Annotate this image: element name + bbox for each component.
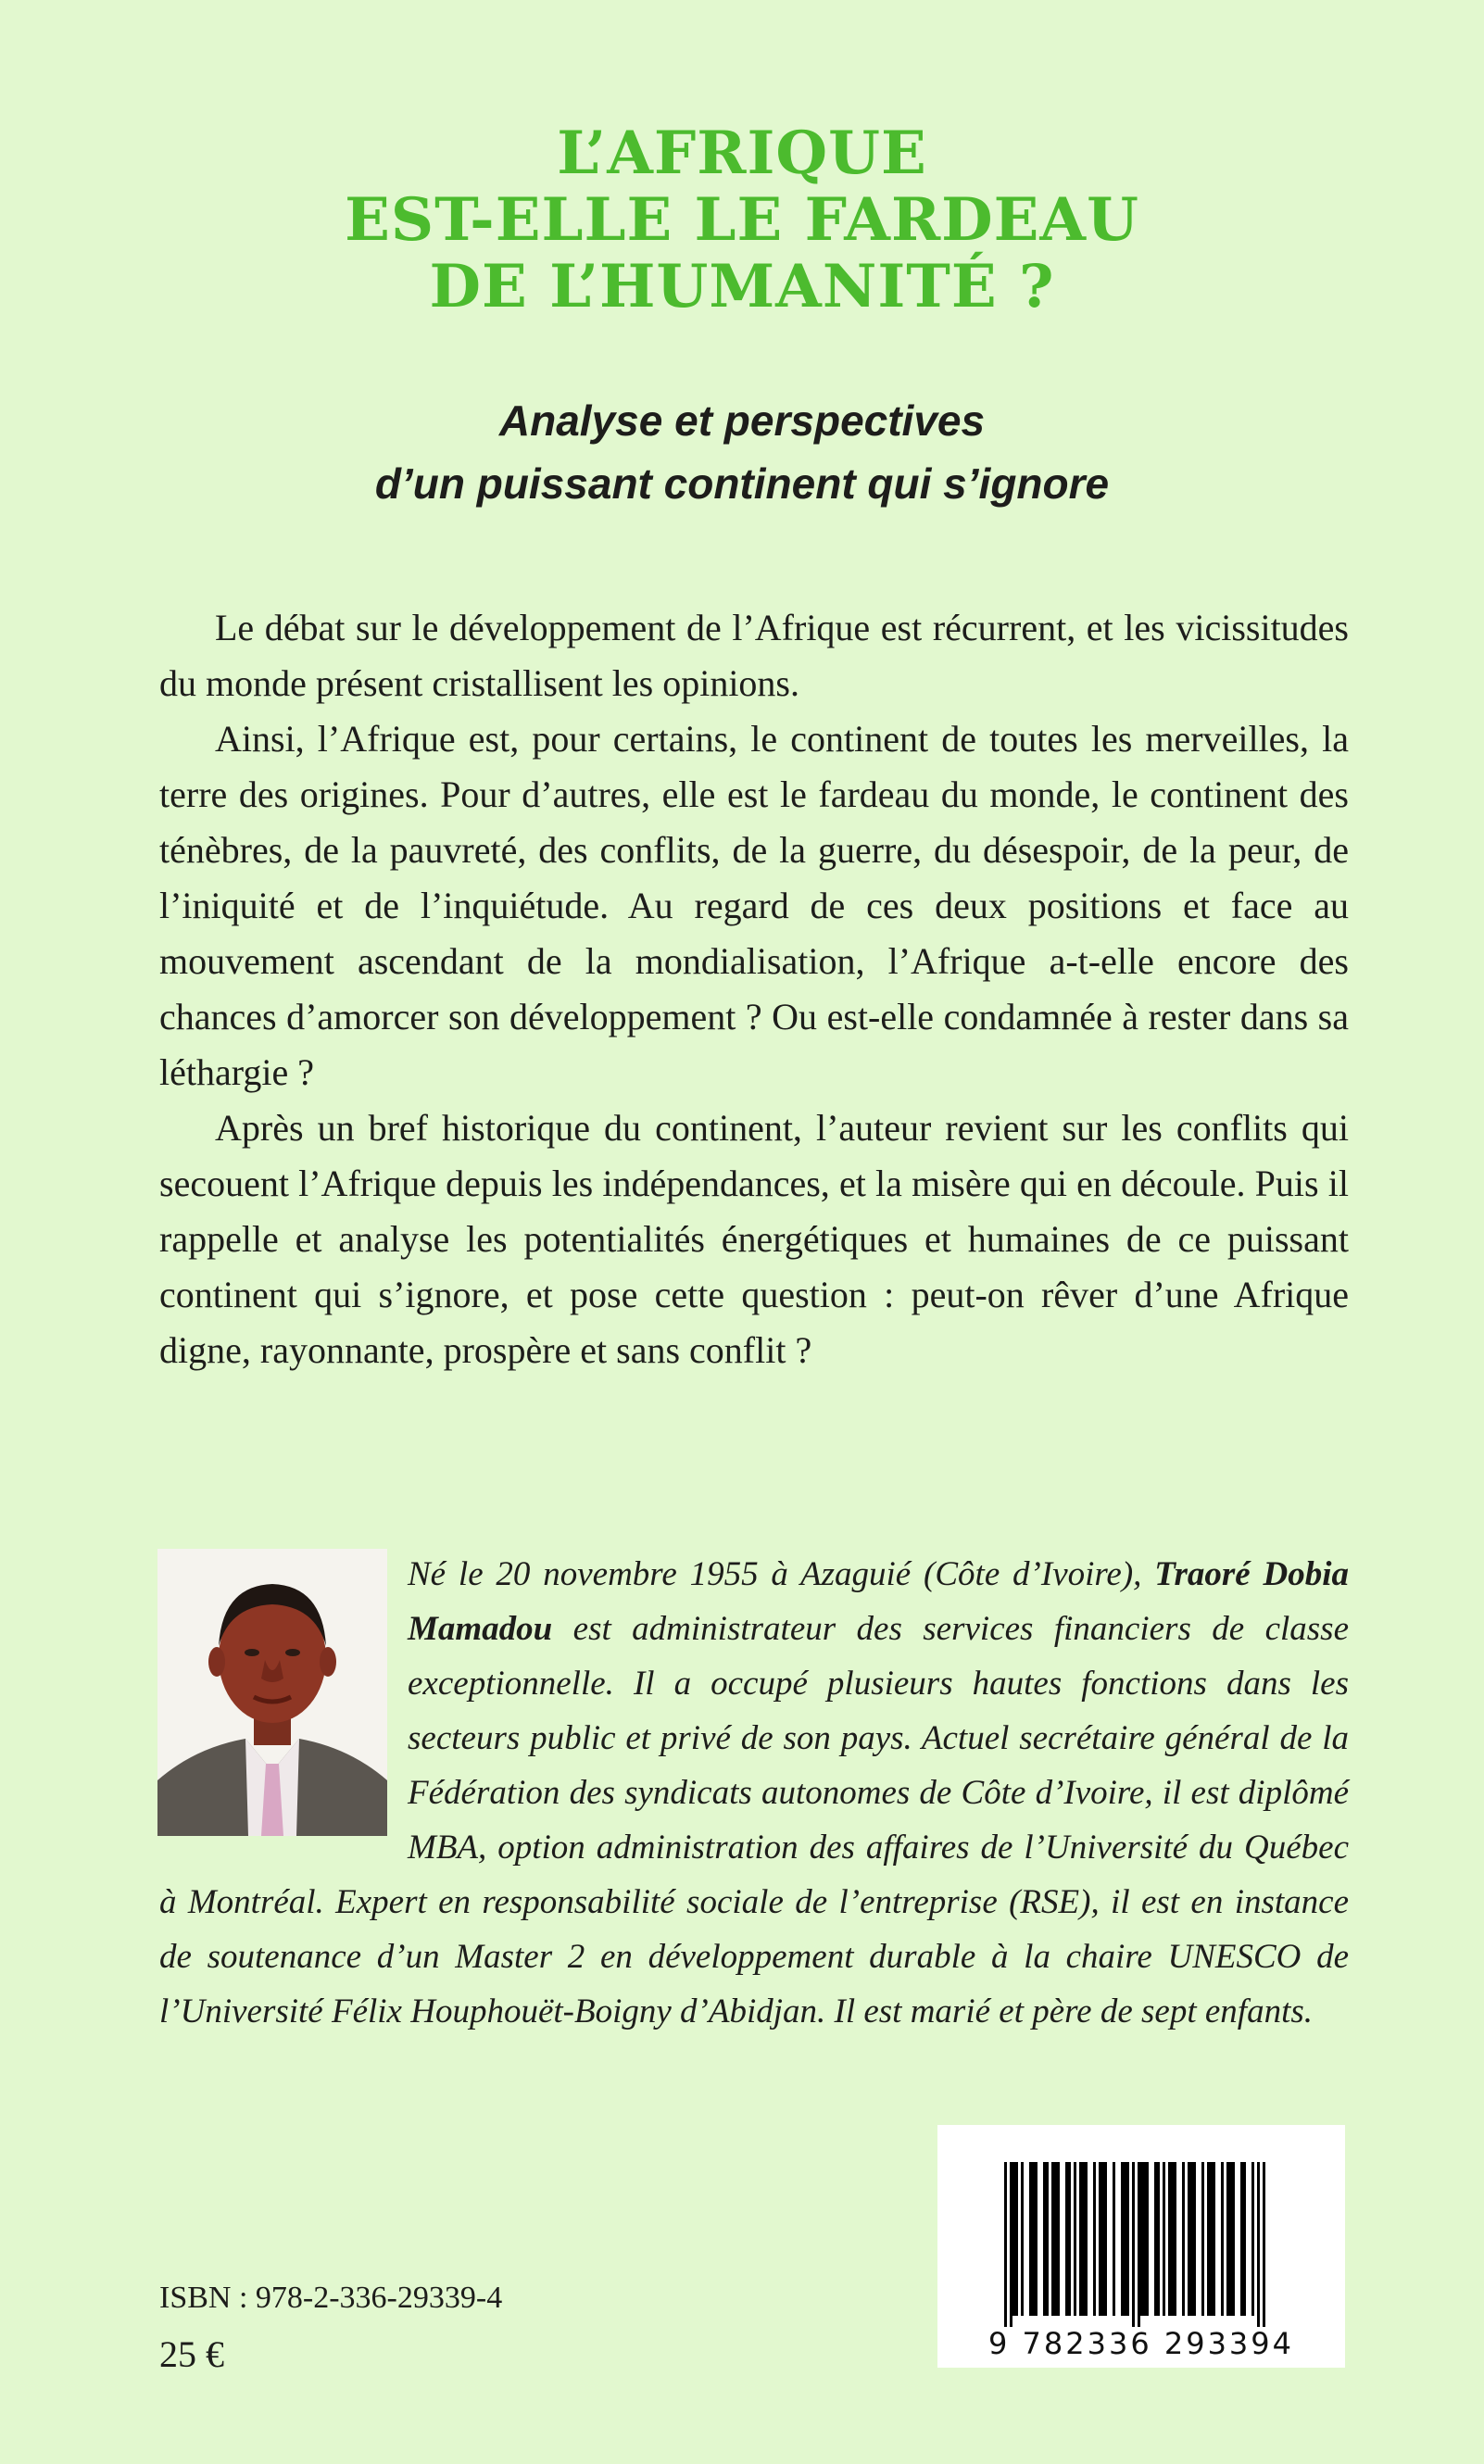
blurb-paragraph-1: Le débat sur le développement de l’Afrique est récurrent, et les vicissitudes du monde présent cristallisent les opinions. (159, 607, 1349, 704)
isbn-label: ISBN : 978-2-336-29339-4 (159, 2281, 503, 2315)
barcode-bar (1051, 2162, 1060, 2316)
barcode-bar (1065, 2162, 1071, 2316)
barcode-bar (1207, 2162, 1215, 2316)
barcode-bar (1029, 2162, 1038, 2316)
blurb-paragraph-3: Après un bref historique du continent, l’auteur revient sur les conflits qui secouent l’Afrique depuis les indépendances, et la misère qui en découle. Puis il rappelle et analyse les potentialités énergétiques et humaines de ce puissant continent qui s’ignore, et pose cette question : peut-on rêver d’une Afrique digne, rayonnante, prospère et sans conflit ? (159, 1107, 1349, 1371)
title-line-1: L’AFRIQUE (557, 119, 927, 188)
barcode-guard-bar (1257, 2162, 1260, 2327)
barcode-guard-bar (1010, 2162, 1012, 2327)
photo-spacer (159, 1547, 408, 1853)
bio-body: est administrateur des services financiers de classe exceptionnelle. Il a occupé plusieurs hautes fonctions dans les secteurs public et privé de son pays. Actuel secrétaire général de la Fédération des syndicats autonomes de Côte d’Ivoire, il est diplômé MBA, option administration des affaires de l’Université du Québec à Montréal. Expert en responsabilité sociale de l’entreprise (RSE), il est en instance de soutenance d’un Master 2 en développement durable à la chaire UNESCO de l’Université Félix Houphouët-Boigny d’Abidjan. Il est marié et père de sept enfants. (159, 1610, 1349, 2030)
barcode-bar (1188, 2162, 1196, 2316)
barcode-digits: 9 782336 293394 (987, 2326, 1294, 2361)
barcode-bar (1182, 2162, 1185, 2316)
barcode-bar (1043, 2162, 1049, 2316)
subtitle-line-2: d’un puissant continent qui s’ignore (374, 459, 1110, 508)
barcode-bar (1099, 2162, 1107, 2316)
blurb-text (159, 600, 1349, 1378)
blurb-paragraph-2: Ainsi, l’Afrique est, pour certains, le continent de toutes les merveilles, la terre des origines. Pour d’autres, elle est le fardeau du monde, le continent des ténèbres, de la pauvreté, des conflits, de la guerre, du désespoir, de la peur, de l’iniquité et de l’inquiétude. Au regard de ces deux positions et face au mouvement ascendant de la mondialisation, l’Afrique a-t-elle encore des chances d’amorcer son développement ? Ou est-elle condamnée à rester dans sa léthargie ? (159, 718, 1349, 1093)
title-line-3: DE L’HUMANITÉ ? (429, 252, 1055, 321)
barcode-bar (1079, 2162, 1088, 2316)
book-subtitle (0, 389, 1484, 515)
author-biography (159, 1547, 1349, 2039)
title-line-2: EST-ELLE LE FARDEAU (345, 185, 1139, 255)
bio-intro: Né le 20 novembre 1955 à Azaguié (Côte d’Ivoire), (408, 1555, 1155, 1593)
barcode (937, 2125, 1345, 2368)
barcode-guard-bar (1004, 2162, 1007, 2327)
barcode-bar (1154, 2162, 1160, 2316)
barcode-bars (937, 2125, 1345, 2329)
barcode-bar (1121, 2162, 1129, 2316)
barcode-guard-bar (1138, 2162, 1140, 2327)
barcode-guard-bar (1132, 2162, 1135, 2327)
barcode-bar (1240, 2162, 1246, 2316)
barcode-guard-bar (1263, 2162, 1265, 2327)
barcode-bar (1163, 2162, 1165, 2316)
barcode-bar (1012, 2162, 1018, 2316)
barcode-bar (1093, 2162, 1096, 2316)
barcode-bar (1221, 2162, 1224, 2316)
barcode-bar (1251, 2162, 1254, 2316)
barcode-bar (1021, 2162, 1024, 2316)
author-name: Traoré Dobia Mamadou (408, 1555, 1349, 1648)
barcode-bar (1201, 2162, 1204, 2316)
price-label: 25 € (159, 2333, 224, 2375)
book-title (0, 120, 1484, 321)
barcode-bar (1074, 2162, 1076, 2316)
barcode-bar (1168, 2162, 1176, 2316)
subtitle-line-1: Analyse et perspectives (498, 396, 986, 445)
barcode-bar (1140, 2162, 1149, 2316)
barcode-bar (1226, 2162, 1235, 2316)
barcode-bar (1113, 2162, 1115, 2316)
